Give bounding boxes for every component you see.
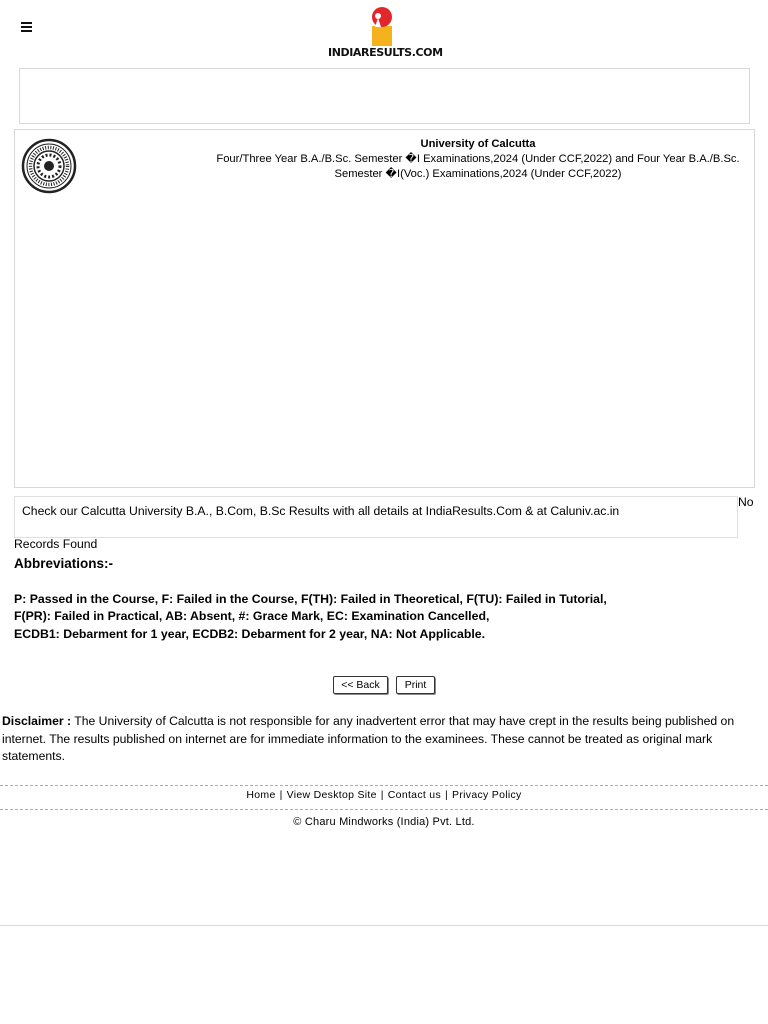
university-seal-icon xyxy=(21,138,77,194)
footer-divider-bottom xyxy=(0,809,768,810)
footer-link-contact[interactable]: Contact us xyxy=(387,789,441,801)
logo-mark-icon xyxy=(328,6,440,46)
indiaresults-logo[interactable] xyxy=(328,6,443,62)
abbreviations-heading: Abbreviations:- xyxy=(14,556,114,571)
footer-link-home[interactable]: Home xyxy=(246,789,276,801)
no-records-text-part2: Records Found xyxy=(14,537,98,551)
footer-separator: | xyxy=(279,789,283,801)
page-bottom-divider xyxy=(0,925,768,926)
result-heading xyxy=(210,137,746,182)
university-name: University of Calcutta xyxy=(420,138,536,150)
results-info-text: Check our Calcutta University B.A., B.Com, B.Sc Results with all details at IndiaResults.Com & at Caluniv.ac.in xyxy=(22,504,620,518)
ad-placeholder xyxy=(19,68,750,124)
footer-link-desktop-site[interactable]: View Desktop Site xyxy=(286,789,377,801)
footer-divider-top xyxy=(0,785,768,786)
logo-text: INDIARESULTS.COM xyxy=(328,46,443,59)
footer-links xyxy=(0,789,768,801)
disclaimer-text: The University of Calcutta is not responsible for any inadvertent error that may have crept in the results being published on internet. The results published on internet are for immediate information to the examinees. These cannot be treated as original mark statements. xyxy=(2,714,735,763)
hamburger-menu-icon[interactable] xyxy=(18,18,38,38)
disclaimer-label: Disclaimer : xyxy=(2,714,72,728)
abbreviation-line: P: Passed in the Course, F: Failed in the Course, F(TH): Failed in Theoretical, F(TU): Failed in Tutorial, xyxy=(14,592,607,606)
exam-title: Four/Three Year B.A./B.Sc. Semester �I Examinations,2024 (Under CCF,2022) and Four Year B.A./B.Sc. Semester �I(Voc.) Examinations,2024 (Under CCF,2022) xyxy=(216,153,740,180)
disclaimer xyxy=(2,713,764,766)
abbreviation-line: F(PR): Failed in Practical, AB: Absent, #: Grace Mark, EC: Examination Cancelled, xyxy=(14,609,490,623)
print-button[interactable]: Print xyxy=(396,676,435,694)
back-button[interactable]: << Back xyxy=(333,676,388,694)
footer-link-privacy[interactable]: Privacy Policy xyxy=(452,789,522,801)
result-panel xyxy=(14,129,755,488)
abbreviation-line: ECDB1: Debarment for 1 year, ECDB2: Debarment for 2 year, NA: Not Applicable. xyxy=(14,627,486,641)
no-records-text-part1: No xyxy=(738,495,754,509)
footer-separator: | xyxy=(445,789,449,801)
copyright-text: © Charu Mindworks (India) Pvt. Ltd. xyxy=(293,816,475,828)
footer-separator: | xyxy=(380,789,384,801)
